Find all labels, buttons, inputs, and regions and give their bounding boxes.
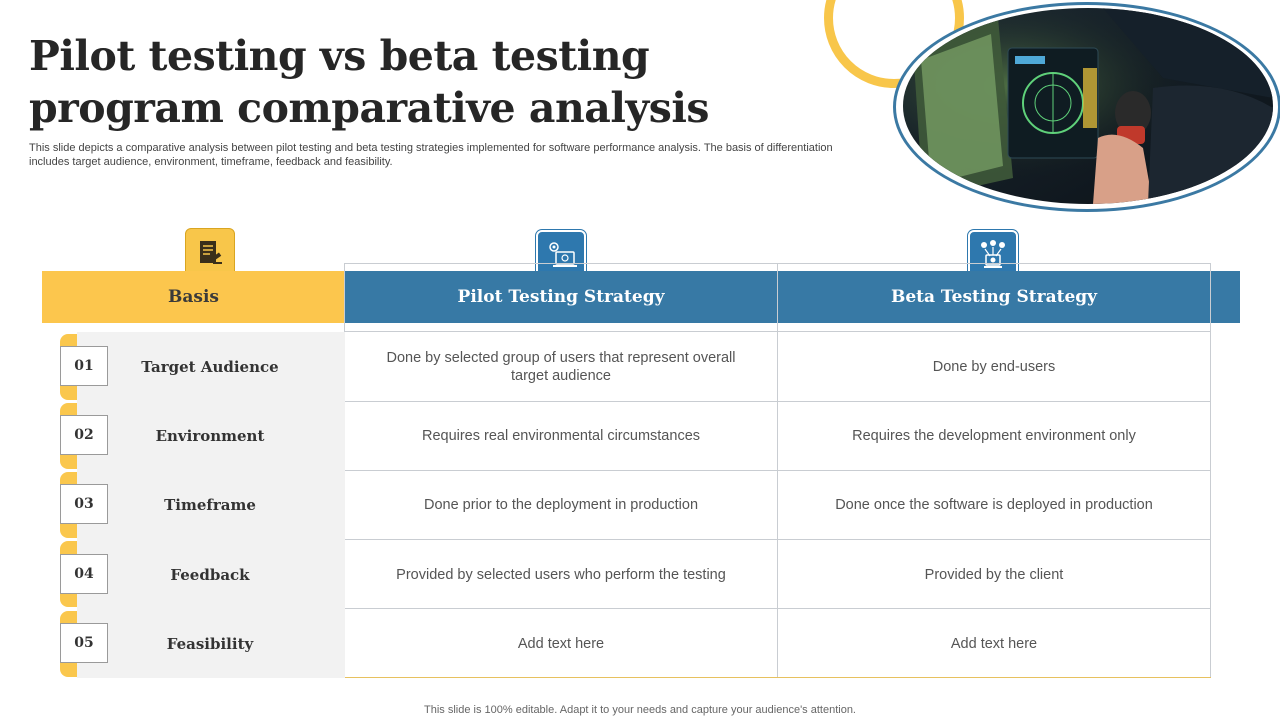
beta-cell: Done once the software is deployed in production <box>835 496 1153 513</box>
pilot-cell: Add text here <box>517 635 605 652</box>
basis-label: Feasibility <box>166 634 254 653</box>
row-number: 02 <box>60 415 108 455</box>
pilot-cell: Done by selected group of users that represent overall target audience <box>386 349 736 384</box>
basis-header-label: Basis <box>168 287 219 307</box>
basis-label: Environment <box>155 426 265 445</box>
beta-cell: Add text here <box>950 635 1038 652</box>
footer-note: This slide is 100% editable. Adapt it to your needs and capture your audience's attention. <box>424 704 856 716</box>
page-title: Pilot testing vs beta testing program comparative analysis <box>29 32 709 132</box>
page-subtitle: This slide depicts a comparative analysis between pilot testing and beta testing strategies implemented for software performance analysis. The basis of differentiation includes target audience, environment, timeframe, feedback and feasibility. <box>29 142 833 168</box>
pilot-column-header <box>345 271 777 323</box>
pilot-header-label: Pilot Testing Strategy <box>457 287 665 307</box>
pilot-cell: Requires real environmental circumstances <box>421 427 701 444</box>
beta-header-label: Beta Testing Strategy <box>890 287 1098 307</box>
row-number: 01 <box>60 346 108 386</box>
beta-cell: Provided by the client <box>924 566 1064 583</box>
beta-cell: Done by end-users <box>932 358 1056 375</box>
basis-label: Target Audience <box>141 357 279 376</box>
basis-label: Feedback <box>170 565 250 584</box>
beta-column-header <box>778 271 1210 323</box>
cockpit-photo <box>903 8 1273 204</box>
table-top-border <box>345 263 1211 264</box>
row-number: 03 <box>60 484 108 524</box>
pilot-cell: Done prior to the deployment in production <box>423 496 699 513</box>
beta-cell: Requires the development environment only <box>852 427 1136 444</box>
row-number: 05 <box>60 623 108 663</box>
basis-column-header <box>42 271 345 323</box>
basis-label: Timeframe <box>164 495 256 514</box>
row-number: 04 <box>60 554 108 594</box>
pilot-cell: Provided by selected users who perform the testing <box>396 566 726 583</box>
